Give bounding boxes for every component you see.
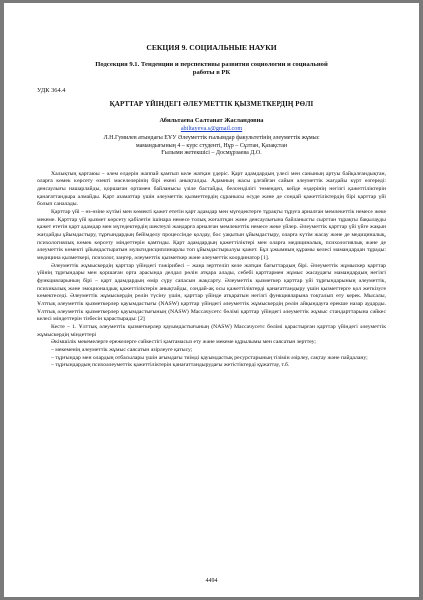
author-email-link[interactable]: abiltayeva.s@gmail.com: [180, 125, 243, 132]
paragraph-1: Халықтың қартаюы – әлем елдерін жаппай қамтып келе жатқан үдеріс. Қарт адамдардың үлесі мен санының артуы байқалғандықтан, оларға көмек көрсету өзекті мәселелерінің бірі екені анықталды. Адамның жасы ұлғайған сайын әлеуметтік жағдайы күрт өзгереді: денсаулығы нашарлайды, қоршаған ортамен байланысы үзіле бастайды, белсенділігі төмендеп, кейде өздерінің негізгі қажеттіліктерін қанағаттандыра алмайды. Қарт азаматтар үшін әлеуметтік қызметтердің сұранысы өсуде және де сондай қажеттіліктердің бірі қарттар үйі болып саналады.: [37, 170, 386, 208]
affiliation-line-3: Ғылыми жетекшісі – Досмұрзаева Д.О.: [161, 150, 262, 157]
document-page: [4, 3, 419, 597]
section-heading: СЕКЦИЯ 9. СОЦИАЛЬНЫЕ НАУКИ: [146, 43, 277, 52]
udk-code: УДК 364.4: [37, 87, 66, 94]
subsection-heading: [37, 61, 386, 77]
page-number: 4494: [205, 578, 218, 584]
affiliation-line-1: Л.Н.Гумилев атындағы ЕҰУ Әлеуметтік ғылымдар факультетінің әлеуметтік жұмыс: [103, 135, 320, 141]
affiliation-line-2: мамандығының 4 – курс студенті, Нұр – Сұлтан, Қазақстан: [135, 142, 288, 149]
author-name: Абильтаева Салтанат Жасландовна: [159, 117, 264, 124]
list-item: – тұрғындардың психоәлеуметтік қажеттіліктерін қанағаттандырудағы жетістіктерді құжаттау, т.б.: [51, 362, 290, 369]
subsection-line-1: Подсекция 9.1. Тенденции и перспективы развития социологии и социальной: [95, 61, 328, 68]
list-item: – тұрғындар мен олардың отбасылары үшін ағымдағы тиімді қауымдастық ресурстарының тізімін әзірлеу, сақтау және пайдалану;: [51, 354, 368, 361]
subsection-line-2: работы в РК: [192, 69, 231, 76]
paragraph-3: Әлеуметтік жұмыскердің қарттар үйіндегі тәжірибесі – жаңа зерттеліп келе жатқан бағыттардың бірі. Әлеуметтік жұмыскер қарттар үйінің тұрғындары мен қоршаған орта арасында делдал рөлін атқара алады, себебі қарттармен жұмыс жасаудағы мамандардың негізгі функцияларының бірі – қарт адамдардың өмір сүру сапасын жақсарту. Әлеуметтік қызметкер қарттар үйі тұрғындарының әлеуметтік, психикалық және эмоционалдық қажеттіліктерін анықтайды, сондай-ақ осы қажеттіліктерді қанағаттандыру үшін қызметтерге қол жеткізуге көмектеседі. Әлеуметтік жұмыскердің рөлін түсіну үшін, қарттар үйінде атқаратын негізгі функцияларына тоқталып өту керек. Мысалы, Ұлттық әлеуметтік қызметкерлер қауымдастығы (NASW) қарттар үйіндегі әлеуметтік жұмыскердің рөлін айқындауға ерекше назар аударды. Ұлттық әлеуметтік қызметкерлер қауымдастығының (NASW) Массачусетс бөлімі қарттар үйіндегі әлеуметтік жұмыс стандарттарына сәйкес келесі міндеттерін тізбесін қарастырады: [2]: [37, 262, 386, 323]
affiliation: [37, 135, 386, 158]
list-item: Әкімшілік мекемелерге ережелерге сәйкестігі қамтамасыз ету және мекеме құрылымы мен саясатын зерттеу;: [51, 339, 317, 346]
paper-title: ҚАРТТАР ҮЙІНДЕГІ ӘЛЕУМЕТТІК ҚЫЗМЕТКЕРДІҢ РӨЛІ: [109, 100, 314, 108]
body-text: [37, 171, 386, 370]
list-item: – мекеменің әлеуметтік жұмыс саясатын әзірлеуге қатысу;: [51, 346, 193, 353]
table-caption: Кесте – 1. Ұлттық әлеуметтік қызметкерлер қауымдастығының (NASW) Массачусетс бөлімі қарастырған қарттар үйіндегі әлеуметтік жұмыскердің міндеттері: [37, 323, 386, 338]
paragraph-2: Қарттар үйі – өз-өзіне күтімі мен көмекті қажет ететін қарт адамдар мен мүгедектерге тұрақты тұруға арналған мемлекеттік немесе жеке мекеме. Қарттар үйі қызмет көрсету қабілетін ішінара немесе толық жоғалтқан және денсаулығына байланысты сырттан тұрақты бақылауды қажет ететін қарт адамдар мен мүгедектердің шектеулі жандарға арналған мемлекеттік немесе жеке үйлер. Әлеуметтік қарттар үйі үйге жақын жағдайды ұйымдастыру, тұрғындардың бейімделу процессінде қолдау, бос уақытын ұйымдастыру, оларға күтім жасау және де медициналық, психологиялық көмек көрсету міндеттерін қамтиды. Қарт адамдардың қажеттіліктері мен оларға медициналық, психологиялық және де әлеуметтік көмекті ұйымдастыратын мультидисциплинарлы топ ұйымдастырылуы қажет. Бұл ұжымның құрамы келесі мамандардан тұрады: медицина қызметкері, психолог, заңгер, әлеуметтік қызметкер және әлеуметтік координатор [1].: [37, 209, 386, 261]
